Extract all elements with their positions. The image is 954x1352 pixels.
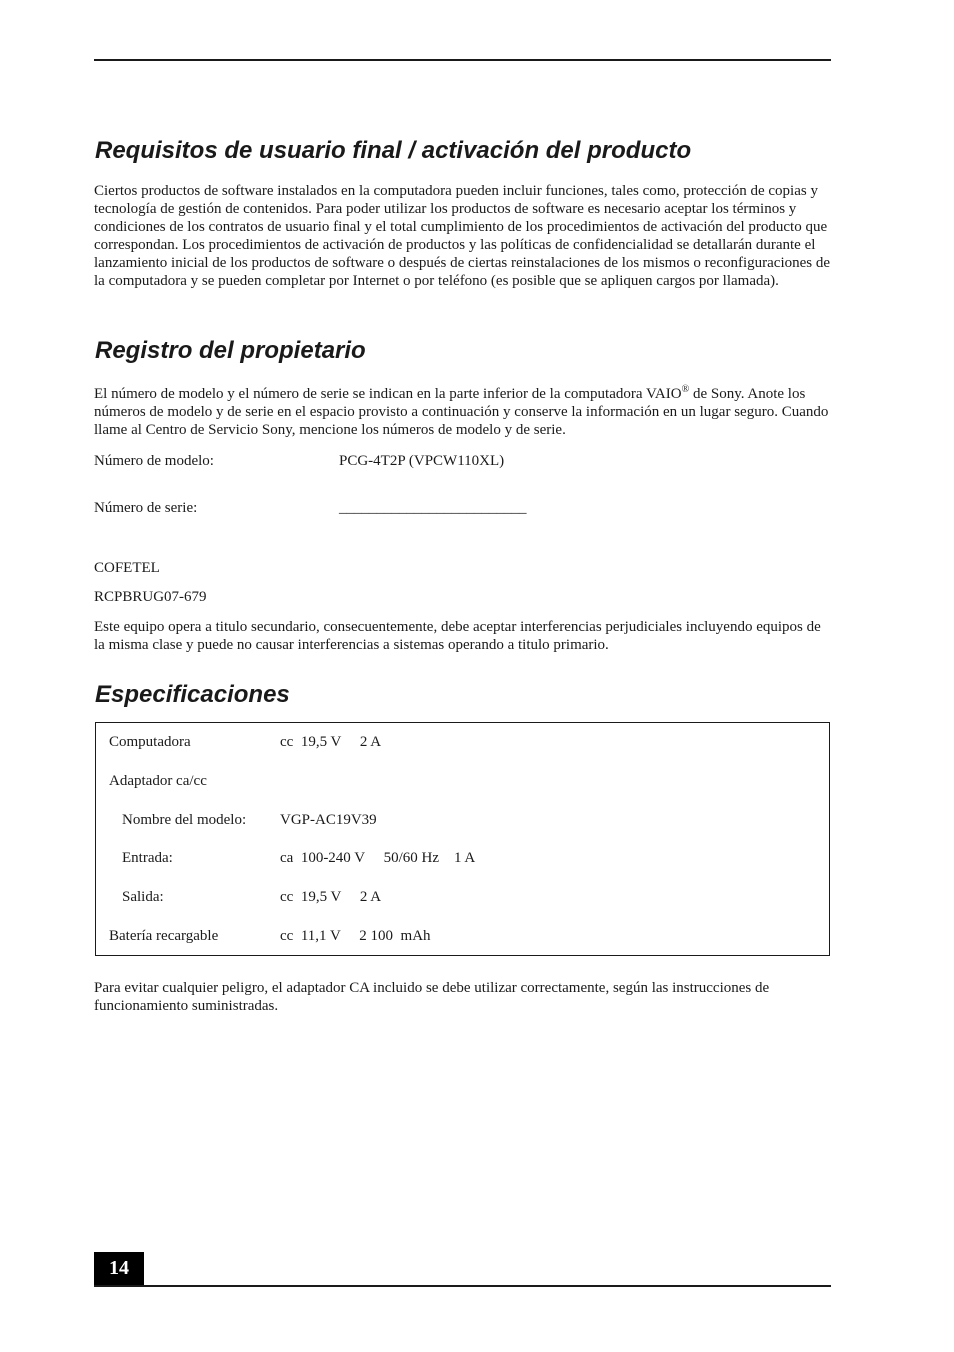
- spec-value-computadora: cc 19,5 V 2 A: [280, 734, 382, 750]
- serial-number-blank: _________________________: [339, 500, 527, 516]
- serial-number-label: Número de serie:: [94, 500, 198, 516]
- registro-body-part1: El número de modelo y el número de serie se indican en la parte inferior de la computadora VAIO: [94, 386, 682, 402]
- spec-value-salida: cc 19,5 V 2 A: [280, 889, 382, 905]
- registered-mark: ®: [681, 384, 690, 395]
- spec-label-salida: Salida:: [122, 889, 164, 905]
- page-number: 14: [94, 1252, 144, 1287]
- footer-rule: [94, 1285, 831, 1287]
- spec-label-adaptador: Adaptador ca/cc: [109, 773, 207, 789]
- spec-label-computadora: Computadora: [109, 734, 191, 750]
- section-title-specs: Especificaciones: [95, 681, 290, 708]
- spec-label-entrada: Entrada:: [122, 850, 173, 866]
- section-title-registro: Registro del propietario: [95, 337, 366, 364]
- model-number-label: Número de modelo:: [94, 453, 214, 469]
- specs-footnote: Para evitar cualquier peligro, el adaptador CA incluido se debe utilizar correctamente, según las instrucciones de funcionamiento suministradas.: [94, 980, 770, 1015]
- spec-value-nombre-modelo: VGP-AC19V39: [280, 812, 377, 828]
- cofetel-label: COFETEL: [94, 560, 160, 576]
- registro-body-part2: de Sony. Anote los números de modelo y de serie en el espacio provisto a continuación y conserve la información en un lugar seguro. Cuando llame al Centro de Servicio Sony, mencione los números de modelo y de serie.: [94, 386, 829, 439]
- spec-value-bateria: cc 11,1 V 2 100 mAh: [280, 928, 431, 944]
- spec-label-bateria: Batería recargable: [109, 928, 219, 944]
- registro-body: [94, 385, 831, 439]
- model-number-value: PCG-4T2P (VPCW110XL): [339, 453, 505, 469]
- specs-table: [95, 722, 830, 956]
- spec-value-entrada: ca 100-240 V 50/60 Hz 1 A: [280, 850, 476, 866]
- model-number-row: [94, 452, 505, 470]
- activation-body: Ciertos productos de software instalados en la computadora pueden incluir funciones, tales como, protección de copias y tecnología de gestión de contenidos. Para poder utilizar los productos de software es necesario aceptar los términos y condiciones de los contratos de usuario final y el total cumplimiento de los procedimientos de activación del producto que correspondan. Los procedimientos de activación de productos y las políticas de confidencialidad se detallarán durante el lanzamiento inicial de los productos de software o después de ciertas reinstalaciones de los mismos o reconfiguraciones de la computadora y se pueden completar por Internet o por teléfono (es posible que se apliquen cargos por llamada).: [94, 183, 831, 290]
- serial-number-row: [94, 499, 527, 517]
- rcp-code: RCPBRUG07-679: [94, 589, 207, 605]
- interference-notice: Este equipo opera a titulo secundario, consecuentemente, debe aceptar interferencias perjudiciales incluyendo equipos de la misma clase y puede no causar interferencias a sistemas operando a titulo primario.: [94, 619, 821, 654]
- section-title-activation: Requisitos de usuario final / activación del producto: [95, 137, 692, 164]
- spec-label-nombre-modelo: Nombre del modelo:: [122, 812, 247, 828]
- header-rule: [94, 59, 831, 61]
